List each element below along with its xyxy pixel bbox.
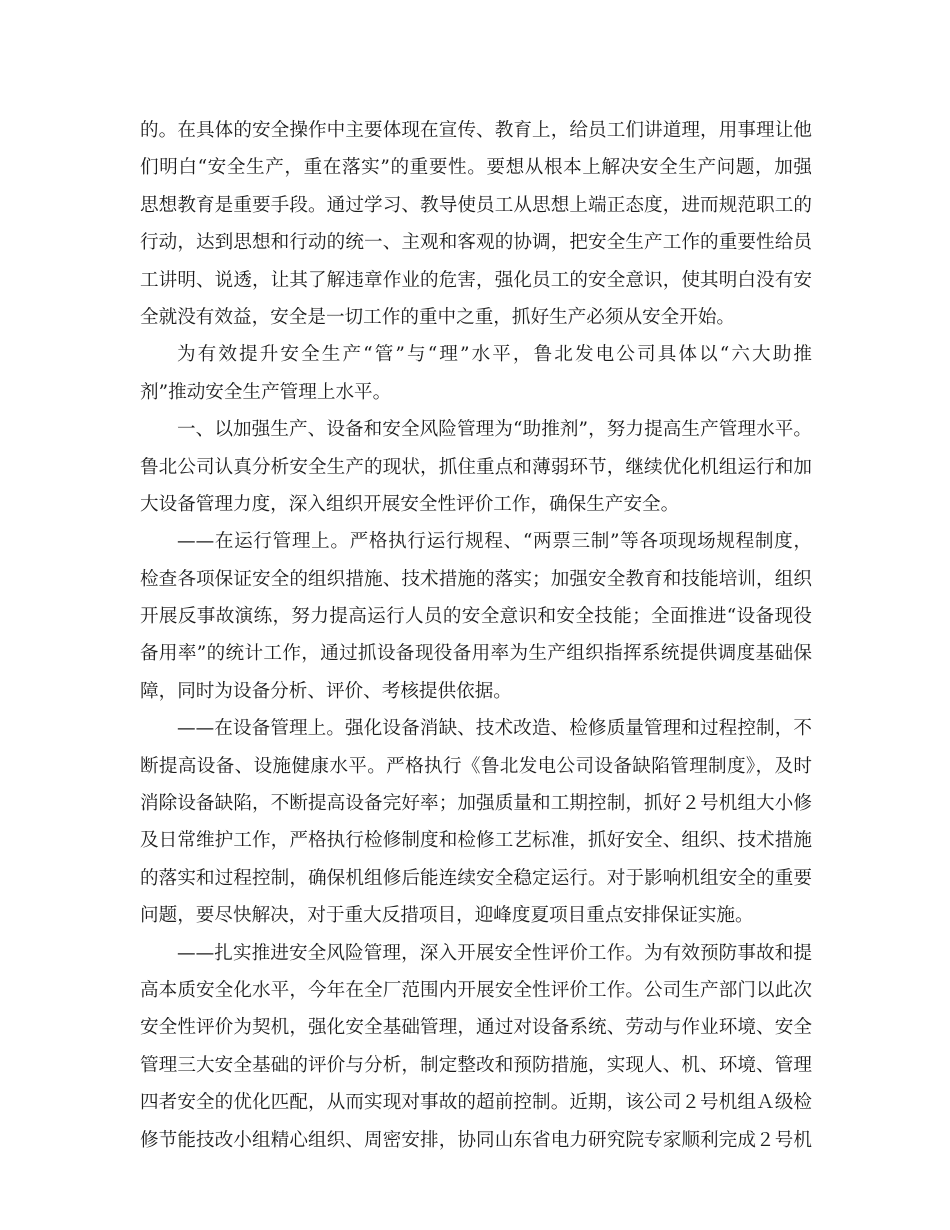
- text-line: 的落实和过程控制，确保机组修后能连续安全稳定运行。对于影响机组安全的重要: [140, 867, 812, 889]
- text-line: 的。在具体的安全操作中主要体现在宣传、教育上，给员工们讲道理，用事理让他: [140, 120, 812, 141]
- text-line: 思想教育是重要手段。通过学习、教导使员工从思想上端正态度，进而规范职工的: [140, 194, 812, 216]
- text-line: 们明白“安全生产，重在落实”的重要性。要想从根本上解决安全生产问题，加强: [140, 157, 812, 179]
- text-line: 剂”推动安全生产管理上水平。: [140, 381, 392, 403]
- text-line: 断提高设备、设施健康水平。严格执行《鲁北发电公司设备缺陷管理制度》，及时: [140, 755, 812, 777]
- text-line: 安全性评价为契机，强化安全基础管理，通过对设备系统、劳动与作业环境、安全: [140, 1017, 812, 1039]
- text-line: 大设备管理力度，深入组织开展安全性评价工作，确保生产安全。: [140, 493, 680, 515]
- text-line: 问题，要尽快解决，对于重大反措项目，迎峰度夏项目重点安排保证实施。: [140, 905, 754, 927]
- text-line: ——在设备管理上。强化设备消缺、技术改造、检修质量管理和过程控制，不: [177, 718, 812, 740]
- text-line: 检查各项保证安全的组织措施、技术措施的落实；加强安全教育和技能培训，组织: [140, 568, 812, 590]
- document-body: [140, 112, 812, 1159]
- text-line: 为有效提升安全生产“管”与“理”水平，鲁北发电公司具体以“六大助推: [177, 344, 812, 366]
- text-line: 四者安全的优化匹配，从而实现对事故的超前控制。近期，该公司２号机组Ａ级检: [140, 1092, 812, 1114]
- text-line: 一、以加强生产、设备和安全风险管理为“助推剂”，努力提高生产管理水平。: [177, 419, 812, 441]
- text-line: ——在运行管理上。严格执行运行规程、“两票三制”等各项现场规程制度，: [177, 531, 812, 553]
- text-line: 高本质安全化水平，今年在全厂范围内开展安全性评价工作。公司生产部门以此次: [140, 979, 812, 1001]
- text-line: ——扎实推进安全风险管理，深入开展安全性评价工作。为有效预防事故和提: [177, 942, 812, 964]
- text-line: 及日常维护工作，严格执行检修制度和检修工艺标准，抓好安全、组织、技术措施: [140, 830, 812, 852]
- text-line: 修节能技改小组精心组织、周密安排，协同山东省电力研究院专家顺利完成２号机: [140, 1129, 812, 1151]
- text-line: 障，同时为设备分析、评价、考核提供依据。: [140, 680, 512, 702]
- text-line: 消除设备缺陷，不断提高设备完好率；加强质量和工期控制，抓好２号机组大小修: [140, 793, 812, 815]
- text-line: 备用率”的统计工作，通过抓设备现役备用率为生产组织指挥系统提供调度基础保: [140, 643, 812, 665]
- text-line: 行动，达到思想和行动的统一、主观和客观的协调，把安全生产工作的重要性给员: [140, 232, 812, 254]
- text-line: 工讲明、说透，让其了解违章作业的危害，强化员工的安全意识，使其明白没有安: [140, 269, 812, 291]
- text-line: 全就没有效益，安全是一切工作的重中之重，抓好生产必须从安全开始。: [140, 306, 736, 328]
- text-line: 管理三大安全基础的评价与分析，制定整改和预防措施，实现人、机、环境、管理: [140, 1054, 812, 1076]
- text-line: 开展反事故演练，努力提高运行人员的安全意识和安全技能；全面推进“设备现役: [140, 606, 812, 628]
- text-line: 鲁北公司认真分析安全生产的现状，抓住重点和薄弱环节，继续优化机组运行和加: [140, 456, 812, 478]
